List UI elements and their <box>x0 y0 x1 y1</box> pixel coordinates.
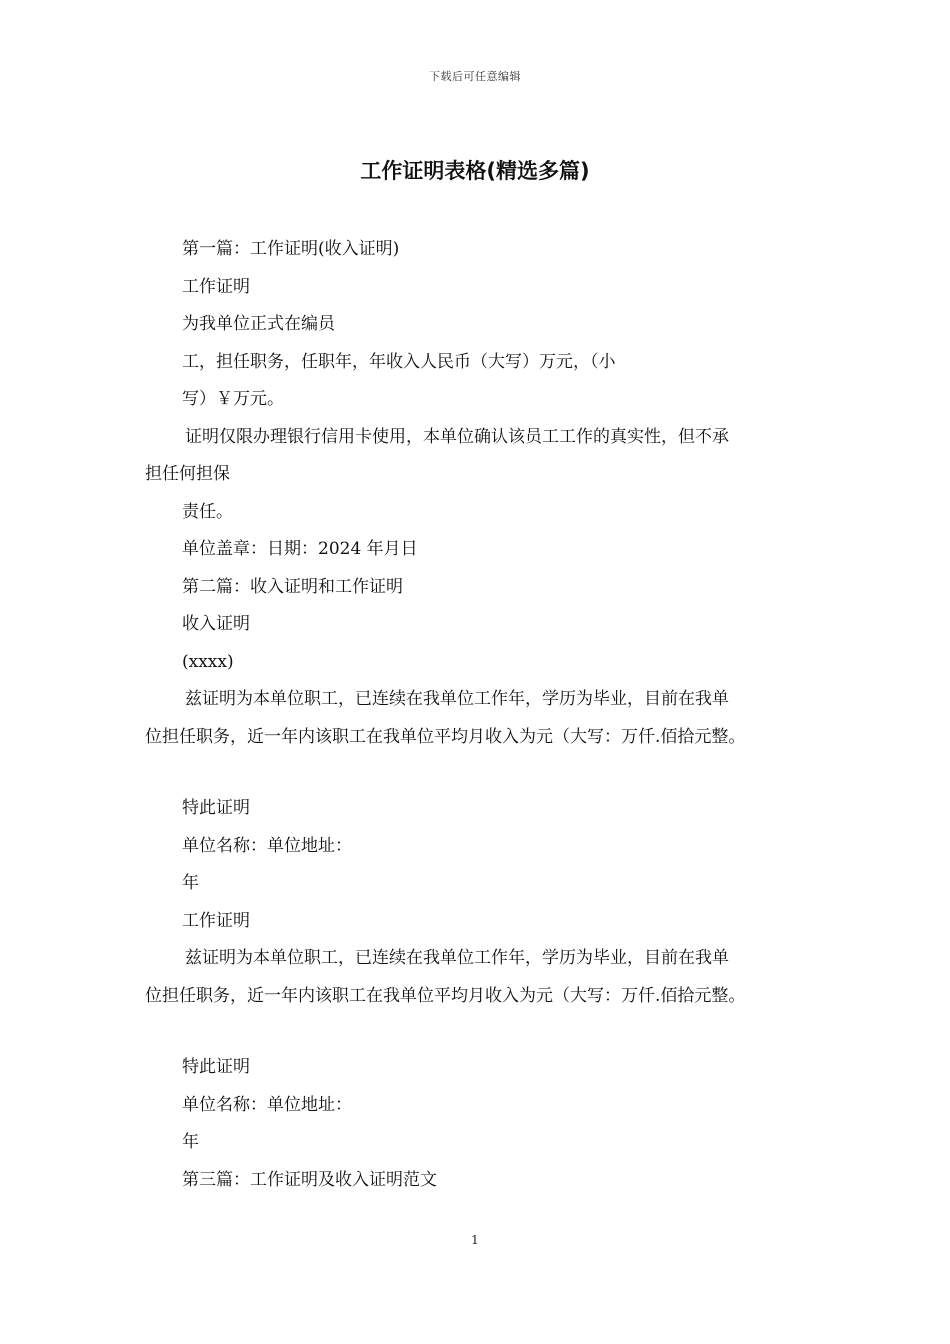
paragraph-line: 兹证明为本单位职工，已连续在我单位工作年，学历为毕业，目前在我单 <box>185 948 729 968</box>
subheading: 工作证明 <box>182 910 250 931</box>
section-heading-2: 第二篇：收入证明和工作证明 <box>182 576 403 597</box>
document-title: 工作证明表格(精选多篇) <box>360 159 590 183</box>
paragraph-line: 特此证明 <box>182 798 250 818</box>
paragraph-line: 工作证明 <box>182 276 250 297</box>
paragraph-line: 为我单位正式在编员 <box>182 314 335 334</box>
paragraph-line: 证明仅限办理银行信用卡使用，本单位确认该员工工作的真实性，但不承 <box>185 426 729 447</box>
section-heading-3: 第三篇：工作证明及收入证明范文 <box>182 1169 437 1190</box>
paragraph-line: 位担任职务，近一年内该职工在我单位平均月收入为元（大写：万仟.佰拾元整。 <box>145 985 746 1006</box>
header-note: 下载后可任意编辑 <box>429 70 521 83</box>
page-number: 1 <box>471 1233 479 1247</box>
subheading: 收入证明 <box>182 614 250 634</box>
paragraph-line: 工，担任职务，任职年，年收入人民币（大写）万元，（小 <box>182 351 616 372</box>
paragraph-line: 特此证明 <box>182 1057 250 1077</box>
paragraph-line: 年 <box>182 873 199 893</box>
signature-date-line: 单位盖章：日期：2024 年月日 <box>182 539 418 559</box>
paragraph-line: 兹证明为本单位职工，已连续在我单位工作年，学历为毕业，目前在我单 <box>185 689 729 709</box>
section-heading-1: 第一篇：工作证明(收入证明) <box>182 239 400 259</box>
paragraph-line: 写）￥万元。 <box>182 389 284 409</box>
spacer <box>145 1015 815 1049</box>
document-body <box>145 231 815 1199</box>
paragraph-line: 年 <box>182 1132 199 1152</box>
spacer <box>145 756 815 790</box>
paragraph-line: 位担任职务，近一年内该职工在我单位平均月收入为元（大写：万仟.佰拾元整。 <box>145 726 746 747</box>
paragraph-line: 单位名称：单位地址： <box>182 835 352 856</box>
paragraph-line: 担任何担保 <box>145 464 230 484</box>
paragraph-line: (xxxx) <box>182 651 234 672</box>
paragraph-line: 责任。 <box>182 501 233 522</box>
paragraph-line: 单位名称：单位地址： <box>182 1094 352 1115</box>
